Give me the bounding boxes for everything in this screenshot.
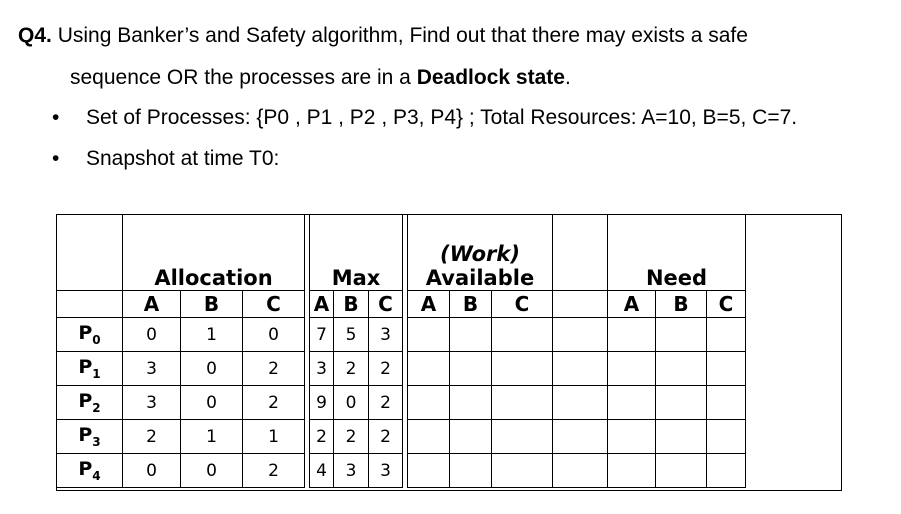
blank-column-header (553, 215, 608, 291)
deadlock-state-bold: Deadlock state (416, 66, 565, 89)
need-col-b: B (656, 291, 707, 318)
available-cell (492, 318, 553, 352)
column-letters-row (57, 291, 746, 318)
need-header: Need (608, 215, 746, 291)
process-row (57, 420, 746, 454)
question-text-1: Using Banker’s and Safety algorithm, Find out that there may exists a safe (57, 24, 748, 47)
process-row (57, 318, 746, 352)
blank-column-sub (553, 291, 608, 318)
available-cell (450, 454, 492, 488)
blank-column-cell (553, 420, 608, 454)
blank-column-cell (553, 318, 608, 352)
available-cell (492, 454, 553, 488)
available-cell (492, 352, 553, 386)
need-cell (656, 352, 707, 386)
allocation-value: 0 (181, 386, 243, 420)
available-cell (492, 420, 553, 454)
process-letter: P (78, 356, 93, 379)
need-cell (656, 420, 707, 454)
max-value: 2 (334, 352, 369, 386)
blank-column-cell (553, 352, 608, 386)
process-index: 4 (92, 468, 101, 483)
available-cell (450, 386, 492, 420)
allocation-value: 0 (181, 352, 243, 386)
process-letter: P (78, 458, 93, 481)
available-cell (492, 386, 553, 420)
allocation-value: 3 (123, 386, 181, 420)
max-value: 3 (369, 454, 403, 488)
blank-column-cell (553, 386, 608, 420)
bullet-processes (52, 104, 797, 131)
available-cell (450, 352, 492, 386)
need-cell (608, 386, 656, 420)
need-cell (608, 420, 656, 454)
available-cell (408, 352, 450, 386)
process-label (57, 352, 123, 386)
process-label (57, 386, 123, 420)
available-cell (408, 386, 450, 420)
allocation-header: Allocation (123, 215, 305, 291)
need-col-a: A (608, 291, 656, 318)
question-text-2-end: . (564, 66, 571, 89)
allocation-col-c: C (243, 291, 305, 318)
work-label: (Work) (440, 242, 520, 266)
max-value: 2 (310, 420, 334, 454)
bullet-snapshot (52, 145, 279, 172)
max-col-b: B (334, 291, 369, 318)
allocation-value: 0 (123, 454, 181, 488)
process-index: 0 (92, 332, 101, 347)
need-cell (656, 454, 707, 488)
process-row (57, 386, 746, 420)
max-value: 2 (369, 420, 403, 454)
available-col-a: A (408, 291, 450, 318)
need-cell (707, 318, 746, 352)
need-col-c: C (707, 291, 746, 318)
allocation-value: 2 (123, 420, 181, 454)
allocation-value: 0 (181, 454, 243, 488)
need-cell (608, 318, 656, 352)
max-col-c: C (369, 291, 403, 318)
max-col-a: A (310, 291, 334, 318)
available-col-b: B (450, 291, 492, 318)
allocation-value: 2 (243, 386, 305, 420)
available-cell (408, 454, 450, 488)
max-value: 2 (369, 386, 403, 420)
max-value: 0 (334, 386, 369, 420)
available-label: Available (425, 266, 535, 290)
bankers-table (56, 214, 842, 491)
process-letter: P (78, 424, 93, 447)
max-value: 5 (334, 318, 369, 352)
process-index: 1 (92, 366, 101, 381)
available-cell (450, 318, 492, 352)
corner-cell (57, 215, 123, 291)
question-number: Q4. (18, 24, 52, 47)
allocation-value: 2 (243, 454, 305, 488)
process-row (57, 454, 746, 488)
available-col-c: C (492, 291, 553, 318)
allocation-value: 3 (123, 352, 181, 386)
need-cell (608, 352, 656, 386)
allocation-value: 2 (243, 352, 305, 386)
max-header: Max (310, 215, 403, 291)
allocation-value: 0 (123, 318, 181, 352)
need-cell (656, 318, 707, 352)
allocation-value: 0 (243, 318, 305, 352)
available-cell (408, 420, 450, 454)
process-index: 2 (92, 400, 101, 415)
process-index: 3 (92, 434, 101, 449)
allocation-value: 1 (243, 420, 305, 454)
process-row (57, 352, 746, 386)
allocation-value: 1 (181, 420, 243, 454)
allocation-value: 1 (181, 318, 243, 352)
available-cell (408, 318, 450, 352)
work-available-header (408, 215, 553, 291)
process-label (57, 420, 123, 454)
process-label (57, 318, 123, 352)
need-cell (656, 386, 707, 420)
process-letter: P (78, 390, 93, 413)
bullet-dot: • (52, 147, 60, 170)
available-cell (450, 420, 492, 454)
need-cell (608, 454, 656, 488)
max-value: 3 (310, 352, 334, 386)
bullet-dot: • (52, 106, 60, 129)
snapshot-text: Snapshot at time T0: (86, 147, 280, 170)
question-text-2: sequence OR the processes are in a (70, 66, 417, 89)
allocation-col-b: B (181, 291, 243, 318)
need-cell (707, 454, 746, 488)
max-value: 9 (310, 386, 334, 420)
process-label (57, 454, 123, 488)
max-value: 7 (310, 318, 334, 352)
processes-text: Set of Processes: {P0 , P1 , P2 , P3, P4} ; Total Resources: A=10, B=5, C=7. (86, 106, 798, 129)
bankers-table-grid (56, 214, 746, 488)
max-value: 2 (334, 420, 369, 454)
question-line-2 (70, 64, 571, 91)
question-line-1 (18, 22, 888, 49)
max-value: 2 (369, 352, 403, 386)
allocation-col-a: A (123, 291, 181, 318)
need-cell (707, 386, 746, 420)
max-value: 4 (310, 454, 334, 488)
blank-column-cell (553, 454, 608, 488)
need-cell (707, 352, 746, 386)
max-value: 3 (369, 318, 403, 352)
process-letter: P (78, 322, 93, 345)
max-value: 3 (334, 454, 369, 488)
proc-header-blank (57, 291, 123, 318)
need-cell (707, 420, 746, 454)
